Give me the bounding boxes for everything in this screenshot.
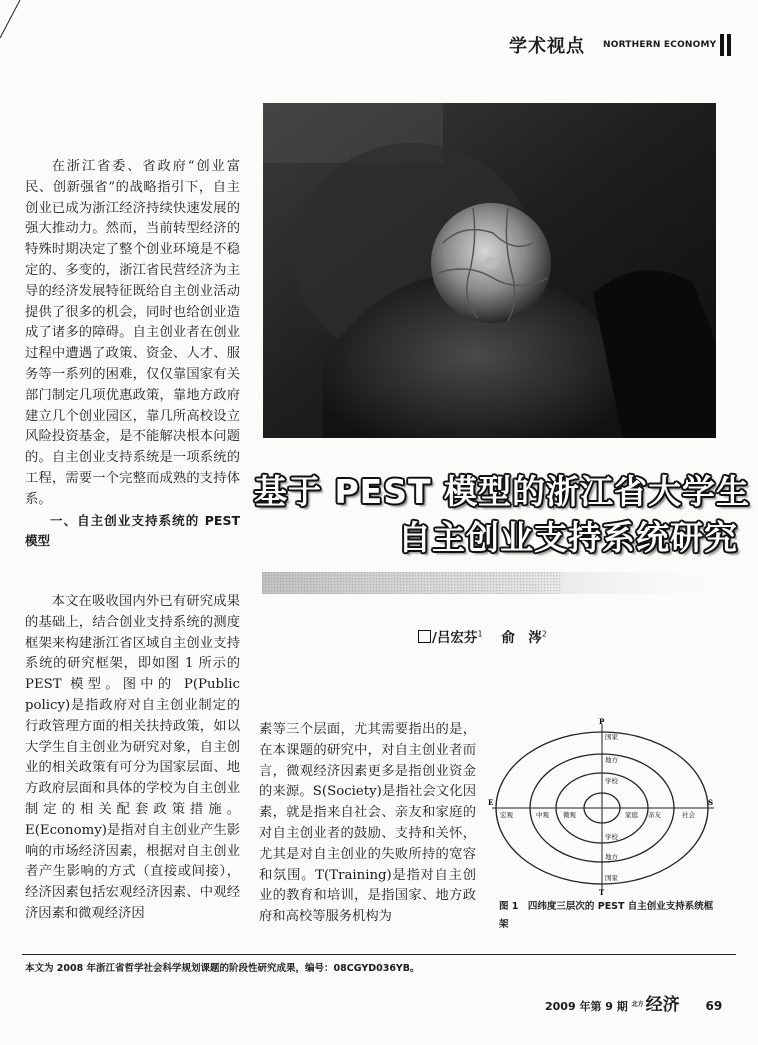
label-left-middle: 中观 [536,811,549,819]
label-right-outer: 社会 [682,811,695,819]
intro-column [25,157,240,552]
label-bottom-outer: 国家 [605,874,618,882]
body-paragraph-middle: 素等三个层面，尤其需要指出的是，在本课题的研究中，对自主创业者而言，微观经济因素更多是指创业资金的来源。S(Society)是指社会文化因素，就是指来自社会、亲友和家庭的对自主创业者的鼓励、支持和关怀，尤其是对自主创业的失败所持的宽容和氛围。T(Training)是指对自主创业的教育和培训，是指国家、地方政府和高校等服务机构为 [259,722,476,925]
body-paragraph-left: 本文在吸收国内外已有研究成果的基础上，结合创业支持系统的测度框架来构建浙江省区域自主创业支持系统的研究框架，即如图 1 所示的 PEST 模型。图中的 P(Public policy)是指政府对自主创业制定的行政管理方面的相关扶持政策，如以大学生自主创业为研究对象，自主创业的相关政策有可分为国家层面、地方政府层面和具体的学校为自主创业制定的相关配套政策措施。E(Economy)是指对自主创业产生影响的市场经济因素，根据对自主创业者产生影响的方式（直接或间接），经济因素包括宏观经济因素、中观经济因素和微观经济因 [25,594,240,921]
corner-mark [0,0,22,40]
author-2: 俞 涔 [501,630,542,646]
body-column-middle [259,720,476,928]
label-top-outer: 国家 [605,733,618,741]
label-left-inner: 微观 [563,811,576,819]
label-left-outer: 宏观 [500,811,513,819]
footnote: 本文为 2008 年浙江省哲学社会科学规划课题的阶段性研究成果，编号：08CGYD036YB。 [25,963,420,974]
intro-paragraph: 在浙江省委、省政府“创业富民、创新强省”的战略指引下，自主创业已成为浙江经济持续快速发展的强大推动力。然而，当前转型经济的特殊时期决定了整个创业环境是不稳定的、多变的，浙江省民营经济为主导的经济发展特征既给自主创业活动提供了很多的机会，同时也给创业造成了诸多的障碍。自主创业者在创业过程中遭遇了政策、资金、人才、服务等一系列的困难，仅仅靠国家有关部门制定几项优惠政策，靠地方政府建立几个创业园区，靠几所高校设立风险投资基金，是不能解决根本问题的。自主创业支持系统是一项系统的工程，需要一个完整而成熟的支持体系。 [25,159,240,507]
label-bottom-middle: 地方 [605,853,618,861]
brand-small: 北方 [631,1001,644,1008]
footnote-rule [22,954,736,955]
article-title-line-1: 基于 PEST 模型的浙江省大学生 [254,472,750,511]
axis-label-p: P [599,717,605,726]
section-heading: 一、自主创业支持系统的 PEST 模型 [25,512,240,549]
article-title-line-2: 自主创业支持系统研究 [398,518,738,557]
author-2-note: 2 [541,629,547,639]
author-1-note: 1 [477,629,483,639]
page-footer [545,990,722,1015]
section-label-en: NORTHERN ECONOMY [603,40,717,50]
label-top-inner: 学校 [605,777,618,785]
label-bottom-inner: 学校 [605,833,618,841]
issue-label: 2009 年第 9 期 [545,1000,628,1013]
pest-diagram [486,716,718,896]
author-1: 吕宏芬 [436,630,478,646]
square-marker-icon [418,630,431,643]
axis-label-s: S [708,798,714,807]
header-bars [720,34,732,56]
section-label-cn: 学术视点 [509,36,585,57]
label-right-inner: 家庭 [625,811,638,819]
authors-line [418,626,547,646]
axis-label-e: E [488,798,494,807]
author-prefix: / [432,630,437,646]
decorative-band [262,572,712,594]
label-top-middle: 地方 [605,756,618,764]
puzzle-globe-photo [263,103,716,438]
label-right-middle: 亲友 [648,811,661,819]
figure-caption: 图 1 四纬度三层次的 PEST 自主创业支持系统框架 [499,901,714,930]
body-column-left [25,592,240,925]
page-number: 69 [705,999,723,1013]
journal-brand: 经济 [645,995,680,1015]
axis-label-t: T [599,888,605,896]
